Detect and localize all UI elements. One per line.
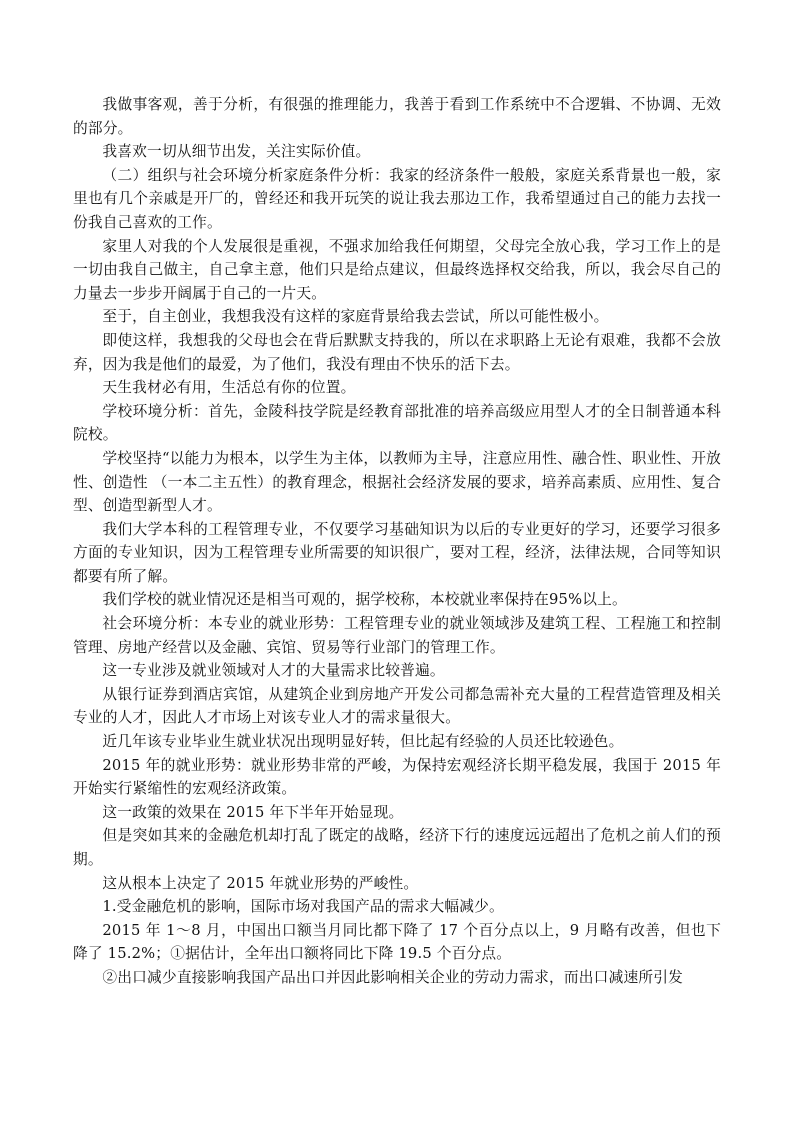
paragraph: 但是突如其来的金融危机却打乱了既定的战略，经济下行的速度远远超出了危机之前人们的预期。: [73, 827, 721, 868]
paragraph: 我做事客观，善于分析，有很强的推理能力，我善于看到工作系统中不合逻辑、不协调、无效的部分。: [73, 96, 721, 137]
paragraph: 1.受金融危机的影响，国际市场对我国产品的需求大幅减少。: [102, 898, 504, 916]
paragraph: 天生我材必有用，生活总有你的位置。: [102, 379, 356, 397]
paragraph: 2015 年 1～8 月，中国出口额当月同比都下降了 17 个百分点以上，9 月略有改善，但也下降了 15.2%；①据估计，全年出口额将同比下降 19.5 个百分点。: [73, 921, 721, 963]
paragraph: （二）组织与社会环境分析家庭条件分析：我家的经济条件一般般，家庭关系背景也一般，家里也有几个亲戚是开厂的，曾经还和我开玩笑的说让我去那边工作，我希望通过自己的能力去找一份我自己喜欢的工作。: [73, 166, 721, 231]
paragraph: 这从根本上决定了 2015 年就业形势的严峻性。: [102, 874, 419, 892]
paragraph: 我们大学本科的工程管理专业，不仅要学习基础知识为以后的专业更好的学习，还要学习很多方面的专业知识，因为工程管理专业所需要的知识很广，要对工程，经济，法律法规，合同等知识都要有所了解。: [73, 520, 721, 585]
paragraph: 即使这样，我想我的父母也会在背后默默支持我的，所以在求职路上无论有艰难，我都不会放弃，因为我是他们的最爱，为了他们，我没有理由不快乐的活下去。: [73, 331, 721, 373]
document-body: [73, 93, 721, 990]
paragraph: 社会环境分析：本专业的就业形势：工程管理专业的就业领域涉及建筑工程、工程施工和控制管理、房地产经营以及金融、宾馆、贸易等行业部门的管理工作。: [73, 615, 721, 656]
paragraph: 学校环境分析：首先，金陵科技学院是经教育部批准的培养高级应用型人才的全日制普通本科院校。: [73, 402, 721, 444]
paragraph: 2015 年的就业形势：就业形势非常的严峻，为保持宏观经济长期平稳发展，我国于 2015 年开始实行紧缩性的宏观经济政策。: [73, 756, 721, 798]
paragraph: 至于，自主创业，我想我没有这样的家庭背景给我去尝试，所以可能性极小。: [102, 308, 609, 326]
paragraph: 家里人对我的个人发展很是重视，不强求加给我任何期望，父母完全放心我，学习工作上的是一切由我自己做主，自己拿主意，他们只是给点建议，但最终选择权交给我，所以，我会尽自己的力量去一步步开阔属于自己的一片天。: [73, 237, 721, 302]
paragraph: ②出口减少直接影响我国产品出口并因此影响相关企业的劳动力需求，而出口减速所引发: [102, 968, 684, 986]
paragraph: 我喜欢一切从细节出发，关注实际价值。: [102, 143, 371, 161]
paragraph: 近几年该专业毕业生就业状况出现明显好转，但比起有经验的人员还比较逊色。: [102, 733, 624, 751]
paragraph: 学校坚持“以能力为根本，以学生为主体，以教师为主导，注意应用性、融合性、职业性、开放性、创造性 （一本二主五性）的教育理念，根据社会经济发展的要求，培养高素质、应用性、复合型、创造型新型人才。: [73, 449, 721, 515]
paragraph: 这一专业涉及就业领域对人才的大量需求比较普遍。: [102, 662, 445, 680]
paragraph: 从银行证券到酒店宾馆，从建筑企业到房地产开发公司都急需补充大量的工程营造管理及相关专业的人才，因此人才市场上对该专业人才的需求量很大。: [73, 685, 721, 727]
paragraph: 这一政策的效果在 2015 年下半年开始显现。: [102, 803, 404, 821]
paragraph: 我们学校的就业情况还是相当可观的，据学校称，本校就业率保持在95%以上。: [102, 591, 627, 609]
